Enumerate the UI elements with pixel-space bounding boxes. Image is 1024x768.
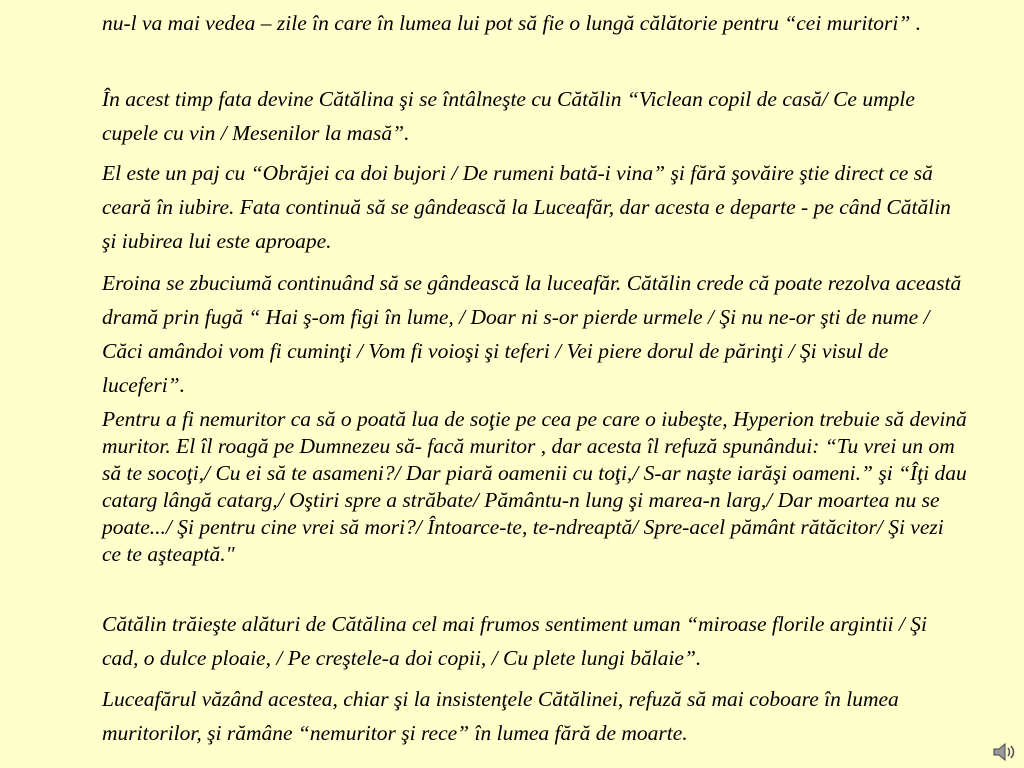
paragraph-7: Luceafărul văzând acestea, chiar şi la insistenţele Cătălinei, refuză să mai coboare în lumea muritorilor, şi rămâne “nemuritor şi rece” în lumea fără de moarte.: [102, 687, 899, 745]
paragraph-2: În acest timp fata devine Cătălina şi se întâlneşte cu Cătălin “Viclean copil de casă/ Ce umple cupele cu vin / Mesenilor la masă”.: [102, 87, 915, 145]
paragraph-6: Cătălin trăieşte alături de Cătălina cel mai frumos sentiment uman “miroase florile argintii / Şi cad, o dulce ploaie, / Pe creştele-a doi copii, / Cu plete lungi bălaie”.: [102, 612, 927, 670]
speaker-icon[interactable]: [992, 741, 1018, 763]
paragraph-1: nu-l va mai vedea – zile în care în lumea lui pot să fie o lungă călătorie pentru “cei muritori” .: [102, 11, 922, 35]
paragraph-5: Pentru a fi nemuritor ca să o poată lua de soţie pe cea pe care o iubeşte, Hyperion trebuie să devină muritor. El îl roagă pe Dumnezeu să- facă muritor , dar acesta îl refuză spunândui: “Tu vrei un om să te socoţi,/ Cu ei să te asameni?/ Dar piară oamenii cu toţi,/ S-ar naşte iarăşi oameni.” şi “Îţi dau catarg lângă catarg,/ Oştiri spre a străbate/ Pământu-n lung şi marea-n larg,/ Dar moartea nu se poate.../ Şi pentru cine vrei să mori?/ Întoarce-te, te-ndreaptă/ Spre-acel pământ rătăcitor/ Şi vezi ce te aşteaptă.": [102, 407, 967, 566]
paragraph-3: El este un paj cu “Obrăjei ca doi bujori / De rumeni bată-i vina” şi fără şovăire ştie direct ce să ceară în iubire. Fata continuă să se gândească la Luceafăr, dar acesta e departe - pe când Cătălin şi iubirea lui este aproape.: [102, 161, 951, 253]
paragraph-4: Eroina se zbuciumă continuând să se gândească la luceafăr. Cătălin crede că poate rezolva această dramă prin fugă “ Hai ş-om figi în lume, / Doar ni s-or pierde urmele / Şi nu ne-or şti de nume / Căci amândoi vom fi cuminţi / Vom fi voioşi şi teferi / Vei piere dorul de părinţi / Şi visul de luceferi”.: [102, 271, 962, 397]
